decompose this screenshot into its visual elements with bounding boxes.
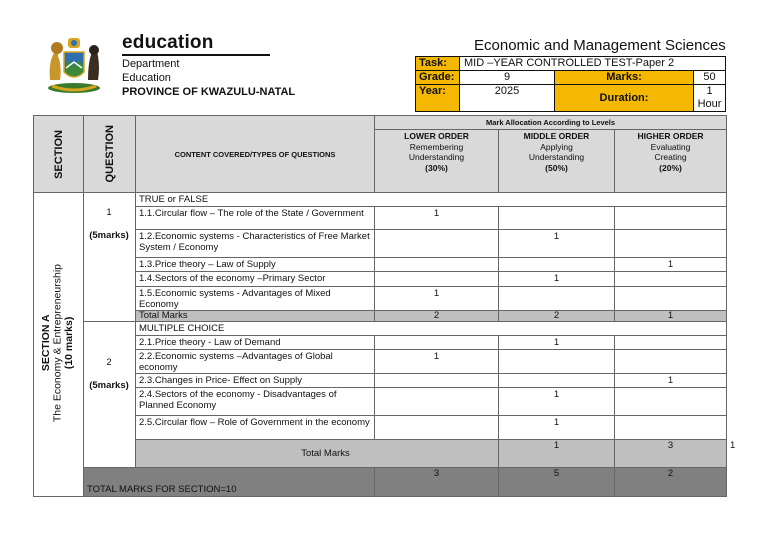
q2-total-middle: 3 <box>615 440 727 468</box>
question-column-header: QUESTION <box>84 116 136 193</box>
year-label: Year: <box>416 85 460 112</box>
duration-label: Duration: <box>555 85 694 112</box>
lower-mark: 1 <box>375 207 499 230</box>
marks-label: Marks: <box>555 71 694 85</box>
middle-mark <box>499 258 615 272</box>
task-label: Task: <box>416 57 460 71</box>
marks-value: 50 <box>694 71 726 85</box>
lower-mark <box>375 258 499 272</box>
higher-mark <box>615 388 727 416</box>
middle-mark: 1 <box>499 388 615 416</box>
section-column-header: SECTION <box>34 116 84 193</box>
section-total-middle: 5 <box>499 468 615 497</box>
higher-order-header: HIGHER ORDER Evaluating Creating (20%) <box>615 130 727 193</box>
section-total-lower: 3 <box>375 468 499 497</box>
duration-number: 1 <box>706 85 713 97</box>
exam-info-table <box>415 56 726 112</box>
higher-mark <box>615 350 727 374</box>
higher-mark <box>615 272 727 287</box>
lower-mark <box>375 388 499 416</box>
higher-mark <box>615 207 727 230</box>
lower-mark <box>375 374 499 388</box>
subject-title: Economic and Management Sciences <box>474 37 726 54</box>
content-item: 2.3.Changes in Price- Effect on Supply <box>136 374 375 388</box>
content-item: 1.3.Price theory – Law of Supply <box>136 258 375 272</box>
middle-mark: 1 <box>499 416 615 440</box>
duration-unit: Hour <box>697 98 722 110</box>
dept-line-province: PROVINCE OF KWAZULU-NATAL <box>122 86 296 98</box>
lower-mark <box>375 336 499 350</box>
higher-mark <box>615 336 727 350</box>
q1-total-middle: 2 <box>499 311 615 322</box>
section-total-higher: 2 <box>615 468 727 497</box>
content-item: 2.2.Economic systems –Advantages of Global economy <box>136 350 375 374</box>
coat-of-arms-logo <box>38 30 110 96</box>
dept-line-department: Department <box>122 58 180 70</box>
q2-total-lower: 1 <box>499 440 615 468</box>
higher-mark <box>615 287 727 311</box>
lower-order-header: LOWER ORDER Remembering Understanding (30%) <box>375 130 499 193</box>
brand-underline <box>122 54 270 56</box>
question-1-number: 1 <box>106 207 112 218</box>
q2-total-label: Total Marks <box>136 440 499 468</box>
grade-label: Grade: <box>416 71 460 85</box>
question-2-number: 2 <box>106 357 112 368</box>
middle-order-header: MIDDLE ORDER Applying Understanding (50%) <box>499 130 615 193</box>
middle-mark <box>499 350 615 374</box>
content-item: 1.4.Sectors of the economy –Primary Sector <box>136 272 375 287</box>
q1-total-higher: 1 <box>615 311 727 322</box>
lower-mark: 1 <box>375 350 499 374</box>
dept-line-education: Education <box>122 72 171 84</box>
grade-value: 9 <box>460 71 555 85</box>
lower-mark <box>375 272 499 287</box>
allocation-header: Mark Allocation According to Levels <box>375 116 727 130</box>
content-item: 2.5.Circular flow – Role of Government in the economy <box>136 416 375 440</box>
middle-mark: 1 <box>499 230 615 258</box>
question-2-cell <box>84 322 136 468</box>
brand-title: education <box>122 32 214 53</box>
section-total-label: TOTAL MARKS FOR SECTION=10 <box>84 468 375 497</box>
higher-mark <box>615 416 727 440</box>
task-value: MID –YEAR CONTROLLED TEST-Paper 2 <box>460 57 726 71</box>
q1-total-lower: 2 <box>375 311 499 322</box>
question-2-label <box>83 357 135 391</box>
lower-mark: 1 <box>375 287 499 311</box>
middle-mark: 1 <box>499 336 615 350</box>
higher-mark <box>615 230 727 258</box>
question-2-marks: (5marks) <box>89 380 129 391</box>
duration-value <box>694 85 726 112</box>
middle-mark: 1 <box>499 272 615 287</box>
year-value: 2025 <box>460 85 555 112</box>
content-item: 1.5.Economic systems - Advantages of Mixed Economy <box>136 287 375 311</box>
higher-mark: 1 <box>615 374 727 388</box>
middle-mark <box>499 207 615 230</box>
mark-allocation-table: SECTION QUESTION CONTENT COVERED/TYPES OF QUESTIONS Mark Allocation According to Levels LOWER ORDER Remembering Understanding (30%) MIDDLE ORDER Applying Understanding (50%) HIGHER ORDER Evaluating Creating (20%) SECTION A The Economy & Entrepreneurship (10 marks) TRUE or FALSE 1.1.Circular flow – The role of the State / Government 1 1.2.Economic systems - Characteristics of Free Market System / Economy 1 1.3.Price theory – Law of Supply 1 1.4.Sectors of the economy –Primary Sector 1 1.5.Economic systems - Advantages of Mixed Economy 1 Total Marks 2 2 1 MULTIPLE CHOICE 2.1.Price theory - Law of Demand 1 2.2.Economic systems –Advantages of Global economy 1 2.3.Changes in Price- Effect on Supply 1 2.4.Sectors of the economy - Disadvantages of Planned Economy 1 2.5.Circular flow – Role of Government in the economy 1 Total Marks 1 3 1 TOTAL MARKS FOR SECTION=10 3 5 2 <box>33 115 727 497</box>
content-item: 1.1.Circular flow – The role of the State / Government <box>136 207 375 230</box>
content-item: 1.2.Economic systems - Characteristics of Free Market System / Economy <box>136 230 375 258</box>
higher-mark: 1 <box>615 258 727 272</box>
content-column-header: CONTENT COVERED/TYPES OF QUESTIONS <box>136 116 375 193</box>
middle-mark <box>499 287 615 311</box>
question-1-marks: (5marks) <box>89 230 129 241</box>
content-item: 2.4.Sectors of the economy - Disadvantages of Planned Economy <box>136 388 375 416</box>
content-item: 2.1.Price theory - Law of Demand <box>136 336 375 350</box>
question-1-label <box>83 207 135 241</box>
q1-total-label: Total Marks <box>136 311 375 322</box>
section-a-cell: SECTION A The Economy & Entrepreneurship (10 marks) <box>34 193 84 497</box>
lower-mark <box>375 230 499 258</box>
lower-mark <box>375 416 499 440</box>
category-multiple-choice: MULTIPLE CHOICE <box>136 322 727 336</box>
middle-mark <box>499 374 615 388</box>
category-true-false: TRUE or FALSE <box>136 193 727 207</box>
